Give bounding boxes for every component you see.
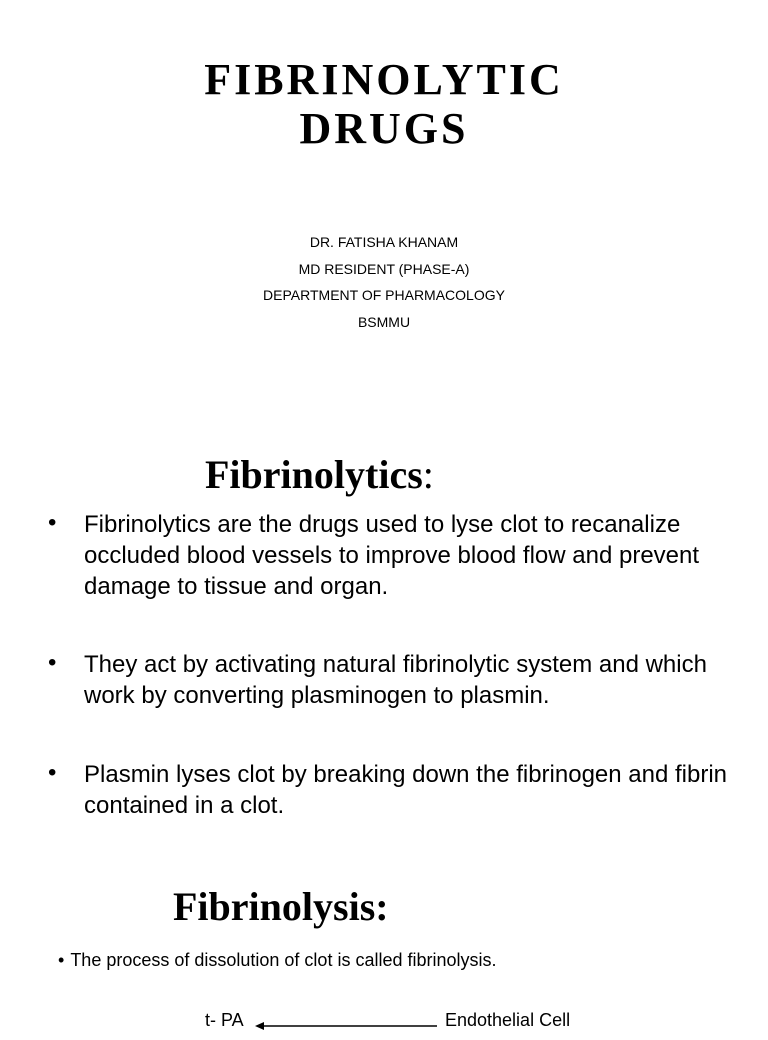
author-department: DEPARTMENT OF PHARMACOLOGY: [263, 287, 505, 303]
arrow-left-icon: [255, 1020, 440, 1032]
bullet-text: They act by activating natural fibrinolytic system and which work by converting plasminogen to plasmin.: [84, 651, 707, 709]
fibrinolysis-bullet: [58, 948, 497, 972]
tpa-label: t- PA: [205, 1010, 244, 1030]
bullet-text: Fibrinolytics are the drugs used to lyse clot to recanalize occluded blood vessels to improve blood flow and prevent damage to tissue and organ.: [84, 511, 700, 600]
bullet-marker: •: [48, 649, 57, 676]
bullet-marker: •: [48, 759, 57, 786]
section-heading-fibrinolysis: Fibrinolysis:: [173, 884, 389, 929]
bullet-text: The process of dissolution of clot is called fibrinolysis.: [70, 950, 497, 970]
author-institution: BSMMU: [357, 313, 411, 330]
title-line-2: DRUGS: [299, 104, 469, 153]
author-block: [0, 229, 768, 335]
bullet-marker: •: [48, 509, 57, 536]
fibrinolysis-diagram: [0, 1010, 768, 1040]
author-name: DR. FATISHA KHANAM: [309, 234, 459, 250]
endothelial-cell-label: Endothelial Cell: [445, 1010, 571, 1030]
bullet-text: Plasmin lyses clot by breaking down the fibrinogen and fibrin contained in a clot.: [84, 761, 728, 819]
bullet-marker: •: [58, 950, 65, 970]
page-title: [0, 55, 768, 153]
heading-text: Fibrinolytics: [205, 452, 423, 497]
section-heading-fibrinolytics: [205, 452, 434, 498]
title-line-1: FIBRINOLYTIC: [204, 55, 564, 104]
author-position: MD RESIDENT (PHASE-A): [298, 260, 470, 277]
heading-colon: :: [422, 452, 434, 497]
